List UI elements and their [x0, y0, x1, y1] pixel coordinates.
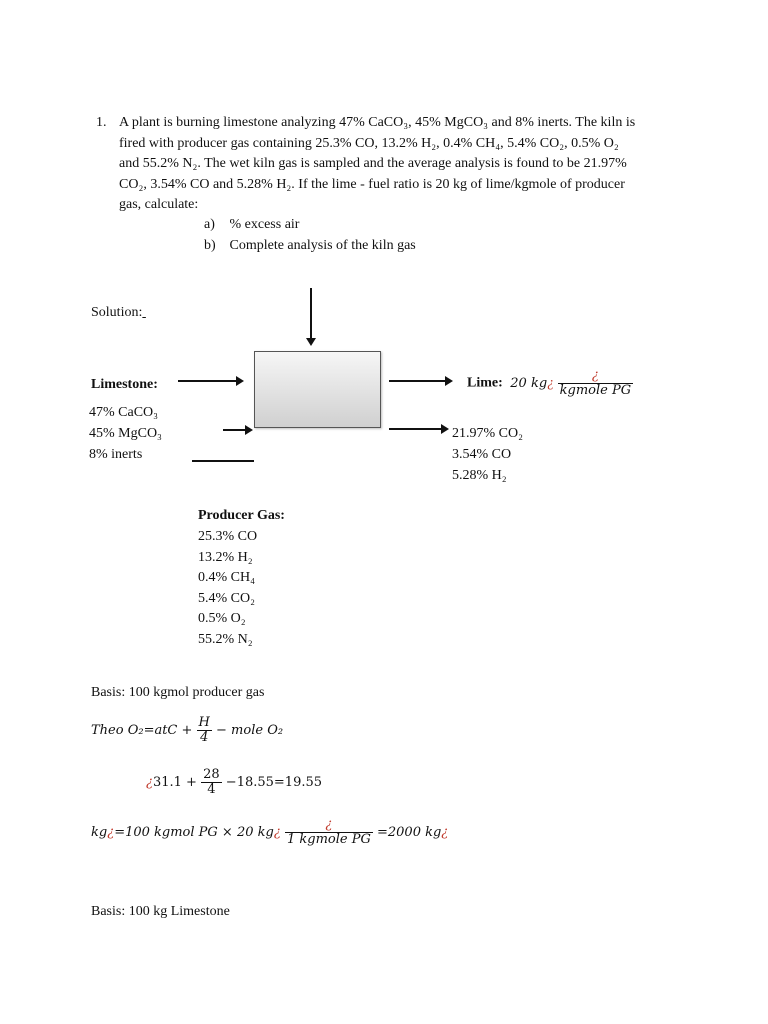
theo-fraction — [197, 716, 212, 745]
calc-rhs: −18.55=19.55 — [225, 775, 323, 790]
theo-o2-equation — [91, 716, 283, 745]
basis-limestone: Basis: 100 kg Limestone — [91, 904, 230, 919]
calc-frac-num: 28 — [203, 767, 220, 782]
calc-mark: ¿ — [146, 775, 153, 790]
lime-label: Lime: — [467, 375, 503, 391]
kg-lhs: kg — [91, 825, 108, 840]
lime-arrow — [389, 380, 451, 382]
theo-frac-num: H — [198, 715, 210, 730]
solution-label-text: Solution: — [91, 305, 143, 320]
theo-o2-calculation — [146, 768, 322, 797]
producer-gas-item: 5.4% CO₂ — [198, 591, 255, 606]
producer-gas-item: 0.5% O₂ — [198, 611, 246, 626]
solution-label — [91, 303, 146, 324]
lime-mark: ¿ — [547, 375, 555, 391]
kiln-gas-item: 3.54% CO — [452, 447, 512, 462]
problem-line-4: CO₂, 3.54% CO and 5.28% H₂. If the lime - fuel ratio is 20 kg of lime/kgmole of producer — [119, 176, 625, 192]
problem-line-3: and 55.2% N₂. The wet kiln gas is sampled and the average analysis is found to be 21.97% — [119, 156, 627, 171]
kiln-box — [254, 351, 381, 428]
lime-value: 20 kg — [510, 375, 548, 391]
option-a — [204, 215, 299, 236]
producer-gas-line — [192, 460, 254, 462]
kiln-gas-item: 5.28% H₂ — [452, 468, 507, 483]
producer-gas-item: 25.3% CO — [198, 529, 258, 544]
producer-gas-item: 0.4% CH₄ — [198, 570, 255, 585]
lime-frac-den: kgmole PG — [559, 383, 632, 398]
calc-frac-den: 4 — [201, 782, 222, 797]
option-a-text: % excess air — [229, 217, 300, 232]
kg-mark-2: ¿ — [273, 825, 281, 840]
kg-lime-equation — [91, 818, 448, 847]
limestone-label: Limestone: — [91, 377, 158, 392]
kg-mark: ¿ — [107, 825, 115, 840]
problem-line-5: gas, calculate: — [119, 197, 199, 212]
kg-fraction — [285, 818, 373, 847]
producer-gas-arrow — [223, 429, 251, 431]
kg-mid: =100 kgmol PG × 20 kg — [114, 825, 274, 840]
kg-frac-num: ¿ — [325, 817, 333, 832]
limestone-item: 45% MgCO₃ — [89, 426, 162, 441]
calc-lhs: 31.1 + — [152, 775, 197, 790]
problem-line-1: A plant is burning limestone analyzing 47% CaCO₃, 45% MgCO₃ and 8% inerts. The kiln is — [119, 115, 636, 130]
theo-lhs: Theo O₂=atC + — [91, 723, 193, 738]
kg-rhs: =2000 kg — [376, 825, 442, 840]
option-b — [204, 236, 416, 257]
kg-mark-3: ¿ — [441, 825, 449, 840]
producer-gas-label: Producer Gas: — [198, 508, 285, 523]
option-b-label: b) — [204, 238, 216, 253]
calc-fraction — [201, 768, 222, 797]
option-b-text: Complete analysis of the kiln gas — [229, 238, 416, 253]
producer-gas-item: 13.2% H₂ — [198, 550, 253, 565]
kiln-gas-arrow — [389, 428, 447, 430]
lime-fraction — [558, 369, 633, 398]
limestone-item: 47% CaCO₃ — [89, 405, 159, 420]
basis-producer-gas: Basis: 100 kgmol producer gas — [91, 685, 265, 700]
kiln-gas-item: 21.97% CO₂ — [452, 426, 523, 441]
limestone-item: 8% inerts — [89, 447, 143, 462]
problem-line-2: fired with producer gas containing 25.3% CO, 13.2% H₂, 0.4% CH₄, 5.4% CO₂, 0.5% O₂ — [119, 135, 619, 151]
problem-number: 1. — [96, 115, 107, 130]
limestone-arrow — [178, 380, 242, 382]
theo-frac-den: 4 — [197, 730, 212, 745]
lime-frac-num: ¿ — [591, 368, 599, 383]
producer-gas-item: 55.2% N₂ — [198, 632, 253, 647]
theo-rhs: − mole O₂ — [216, 723, 284, 738]
air-inlet-arrow — [310, 288, 312, 344]
problem-text — [119, 113, 679, 216]
kg-frac-den: 1 kgmole PG — [286, 832, 371, 847]
option-a-label: a) — [204, 217, 215, 232]
lime-output — [467, 369, 633, 398]
